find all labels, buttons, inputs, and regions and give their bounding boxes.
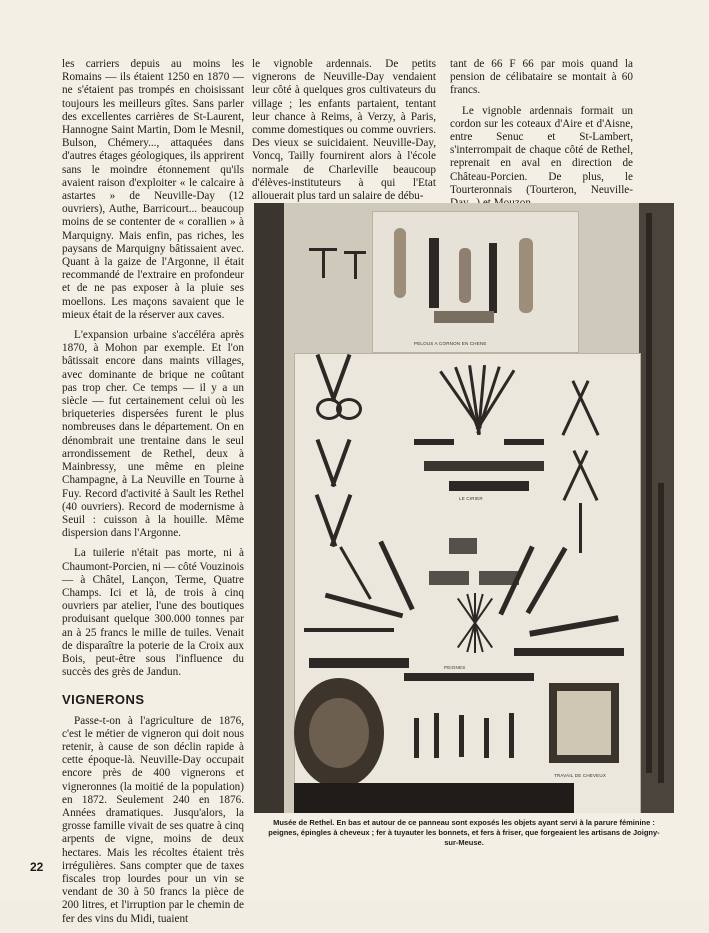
paragraph: L'expansion urbaine s'accéléra après 1870, à Mohon par exemple. Et l'on bâtissait encore dans maints villages, avec dominante de brique ne coûtant pas trop cher. Ce temps — il y a un siècle — fut certainement celui où les briqueteries dispersées furent le plus nombreuses dans le département. On en dénombrait une trentaine dans le seul arrondissement de Rethel, deux à Mainbressy, une même en pleine Champagne, à La Neuville en Tourne à Fuy. Record d'activité à Sault les Rethel (40 ouvriers). Record de modernisme à Seuil : cuisson à la houille. Même dispersion dans l'Argonne. <box>62 329 244 540</box>
page-number: 22 <box>30 860 44 874</box>
photo-label: PEIGNES <box>444 665 466 670</box>
text-column-2 <box>252 58 436 210</box>
paragraph: le vignoble ardennais. De petits vignerons de Neuville-Day vendaient leur côté à quelques gros cultivateurs du village ; les enfants partaient, tentant leur chance à Reims, à Verzy, à Paris, comme domestiques ou comme ouvriers. Des vieux se suicidaient. Neuville-Day, Voncq, Tailly fournirent alors à l'école normale de Charleville beaucoup d'élèves-instituteurs à qui l'Etat allouerait plus tard un salaire de débu- <box>252 58 436 203</box>
photo-label: PELOUS A CORNON EN CHENE <box>414 341 487 346</box>
photo-label: TRAVAIL DE CHEVEUX <box>554 773 607 778</box>
photo-label: LE CIRIER <box>459 496 483 501</box>
paragraph: La tuilerie n'était pas morte, ni à Chaumont-Porcien, ni — côté Vouzinois — à Châtel, Lançon, Terme, Quatre Champs. Ici et là, de trois à cinq ouvriers par atelier, l'une des boutiques produisant quelque 300.000 tonnes par an à 25 francs le mille de tuiles. Venait de disparaître la poterie de la Croix aux Bois, peut-être sous l'influence du succès des grès de Jandun. <box>62 547 244 679</box>
museum-photo <box>254 203 674 813</box>
photo-caption: Musée de Rethel. En bas et autour de ce panneau sont exposés les objets ayant servi à la parure féminine : peignes, épingles à cheveux ; fer à tuyauter les bonnets, et fers à friser, que forgeaient les artisans de Joigny-sur-Meuse. <box>268 818 660 847</box>
section-heading: VIGNERONS <box>62 692 145 708</box>
paragraph: tant de 66 F 66 par mois quand la pension de célibataire se montait à 60 francs. <box>450 58 633 97</box>
text-column-3 <box>450 58 633 217</box>
paragraph: Passe-t-on à l'agriculture de 1876, c'est le métier de vigneron qui doit nous retenir, à cause de son déclin rapide à cette époque-là. Neuville-Day occupait encore près de 400 vignerons et vigneronnes (la moitié de la population) en 1872. Seulement 240 en 1876. Années dramatiques. Jusqu'alors, la grosse famille vivait de ses quatre à cinq arpents de vigne, moins de deux hectares. Mais les récoltes étaient très irrégulières. Sans compter que de taxes fiscales trop lourdes pour un vin se vendant de 30 à 50 francs la pièce de 200 litres, et l'irruption par le chemin de fer des vins du Midi, tuaient <box>62 714 244 925</box>
paragraph: les carriers depuis au moins les Romains — ils étaient 1250 en 1870 — ne s'étaient pas trompés en choisissant toujours les meilleurs gîtes. Sans parler des excellentes carrières de St-Laurent, Hannogne Saint Martin, Dom le Mesnil, Bulson, Chémery..., attaquées dans d'autres étages géologiques, ils apprirent sans le moindre étonnement qu'ils avaient raison d'exploiter « le calcaire à astartes » de Neuville-Day (12 ouvriers), Authe, Barricourt... beaucoup moins de se contenter de « corallien » à Marquigny. Mais enfin, pas riches, les paysans de Marquigny bâtissaient avec. Quant à la gaize de l'Argonne, il était recommandé de l'extraire en profondeur et de ne pas exposer à la pluie ses moellons. Les maçons savaient que le mieux était de la réserver aux caves. <box>62 58 244 321</box>
paragraph: Le vignoble ardennais formait un cordon sur les coteaux d'Aire et d'Aisne, entre Senuc et St-Lambert, s'interrompait de chaque côté de Rethel, reprenait en aval en direction de Château-Porcien. De plus, le Tourteronnais (Tourteron, Neuville- <box>450 104 633 196</box>
text-column-1 <box>62 58 244 933</box>
